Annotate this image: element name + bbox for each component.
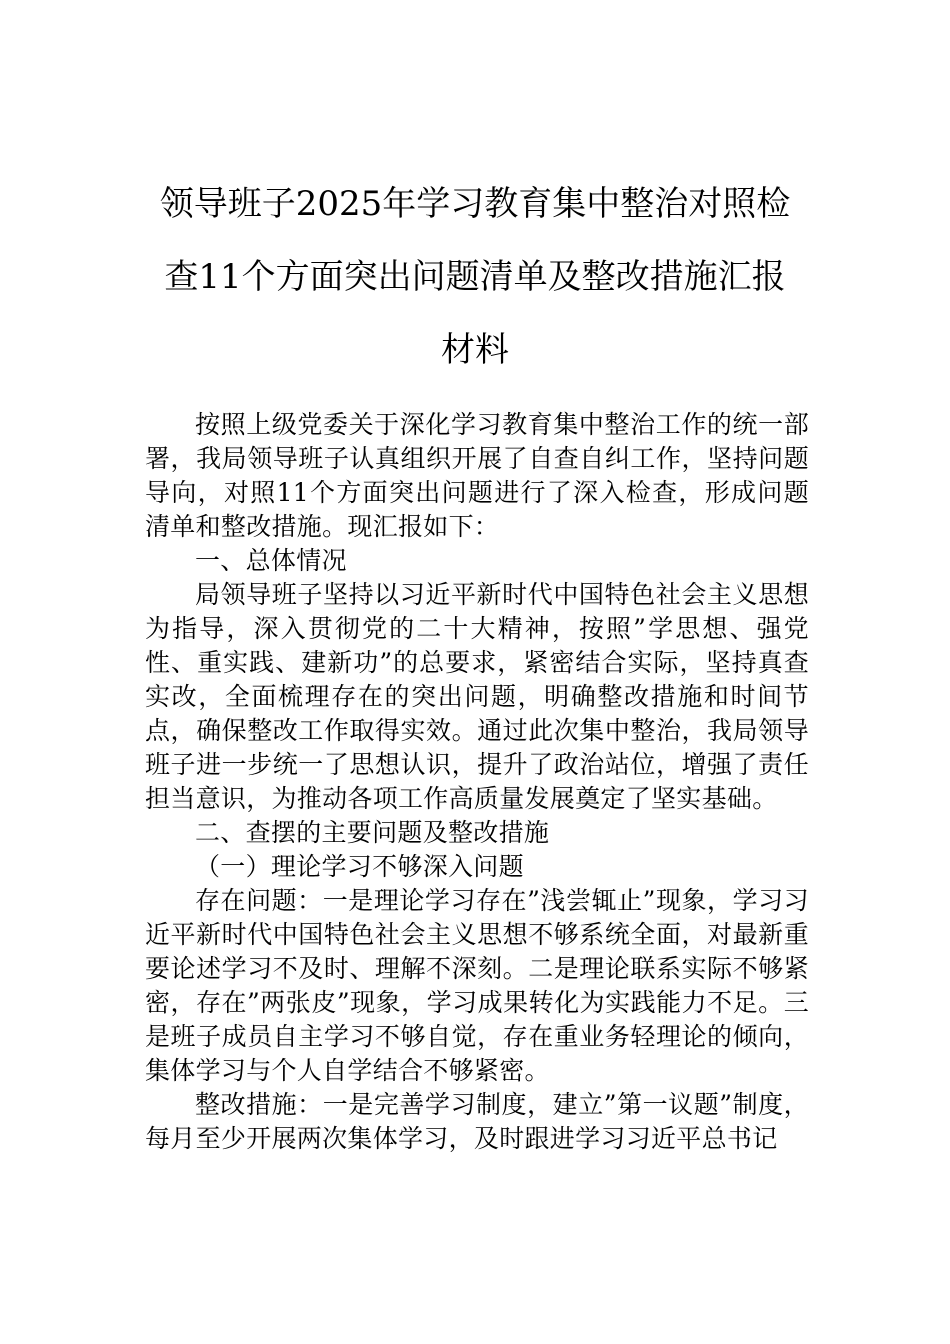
subsection-heading-theory: （一）理论学习不够深入问题: [195, 852, 524, 881]
section-heading-overview: 一、总体情况: [195, 546, 347, 575]
document-body: [145, 408, 809, 1156]
overview-paragraph: 局领导班子坚持以习近平新时代中国特色社会主义思想为指导，深入贯彻党的二十大精神，按照”学思想、强党性、重实践、建新功”的总要求，紧密结合实际，坚持真查实改，全面梳理存在的突出问题，明确整改措施和时间节点，确保整改工作取得实效。通过此次集中整治，我局领导班子进一步统一了思想认识，提升了政治站位，增强了责任担当意识，为推动各项工作高质量发展奠定了坚实基础。: [145, 580, 809, 813]
section-heading-problems: 二、查摆的主要问题及整改措施: [195, 818, 550, 847]
measures-paragraph: 整改措施：一是完善学习制度，建立”第一议题”制度，每月至少开展两次集体学习，及时跟进学习习近平总书记: [145, 1090, 809, 1153]
problems-paragraph: 存在问题：一是理论学习存在”浅尝辄止”现象，学习习近平新时代中国特色社会主义思想不够系统全面，对最新重要论述学习不及时、理解不深刻。二是理论联系实际不够紧密，存在”两张皮”现象，学习成果转化为实践能力不足。三是班子成员自主学习不够自觉，存在重业务轻理论的倾向，集体学习与个人自学结合不够紧密。: [145, 886, 809, 1085]
title-line-1: 领导班子2025年学习教育集中整治对照检: [159, 184, 791, 224]
document-title: [140, 168, 810, 387]
intro-paragraph: 按照上级党委关于深化学习教育集中整治工作的统一部署，我局领导班子认真组织开展了自查自纠工作，坚持问题导向，对照11个方面突出问题进行了深入检查，形成问题清单和整改措施。现汇报如下：: [145, 410, 809, 541]
title-line-3: 材料: [441, 330, 509, 370]
title-line-2: 查11个方面突出问题清单及整改措施汇报: [164, 257, 786, 297]
